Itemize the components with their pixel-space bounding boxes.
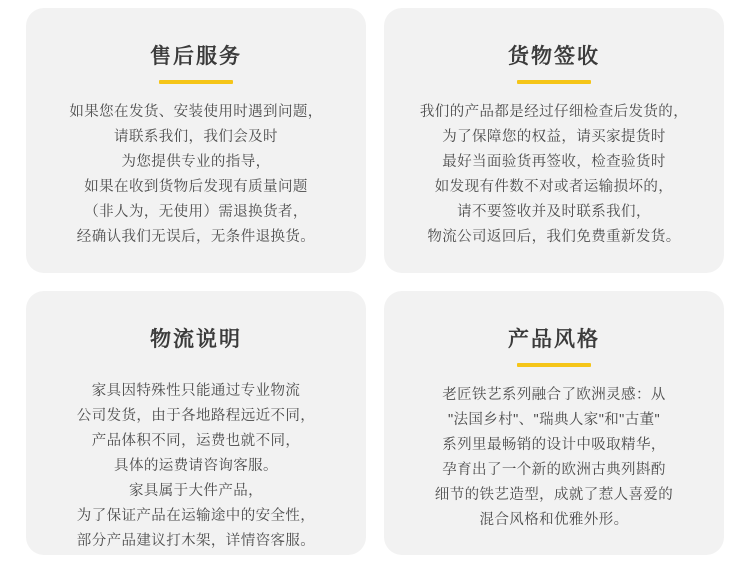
card-title: 货物签收 — [508, 45, 600, 68]
card-line: 如果您在发货、安装使用时遇到问题， — [69, 104, 323, 120]
card-line: 为了保障您的权益，请买家提货时 — [442, 129, 666, 145]
card-line: 最好当面验货再签收，检查验货时 — [442, 154, 666, 170]
card-line: 如果在收到货物后发现有质量问题 — [84, 179, 308, 195]
card-line: 老匠铁艺系列融合了欧洲灵感：从 — [442, 386, 666, 403]
card-line: 家具属于大件产品， — [128, 482, 264, 499]
card-line: 系列里最畅销的设计中吸取精华， — [442, 436, 666, 453]
card-line: 经确认我们无误后，无条件退换货。 — [76, 229, 316, 245]
card-line: 部分产品建议打木架，详情咨客服。 — [76, 532, 316, 549]
title-underline-decoration — [517, 80, 591, 84]
card-title: 物流说明 — [150, 327, 242, 351]
card-line: "法国乡村"、"瑞典人家"和"古董" — [447, 411, 661, 428]
card-line: 具体的运费请咨询客服。 — [114, 457, 278, 474]
card-logistics-info — [26, 291, 366, 556]
card-after-sales-service — [26, 8, 366, 273]
card-line: 如发现有件数不对或者运输损坏的， — [434, 179, 674, 195]
card-line: 产品体积不同，运费也就不同， — [91, 432, 301, 449]
card-line: 混合风格和优雅外形。 — [479, 511, 629, 528]
card-line: 请不要签收并及时联系我们， — [457, 204, 651, 220]
card-line: 为了保证产品在运输途中的安全性， — [76, 507, 316, 524]
card-goods-receipt — [384, 8, 724, 273]
card-line: （非人为，无使用）需退换货者， — [84, 204, 308, 220]
card-line: 我们的产品都是经过仔细检查后发货的， — [419, 104, 689, 120]
card-line: 为您提供专业的指导， — [121, 154, 271, 170]
card-product-style — [384, 291, 724, 556]
card-body — [435, 383, 673, 533]
card-title: 售后服务 — [150, 45, 242, 68]
card-line: 孕育出了一个新的欧洲古典列斟酌 — [442, 461, 666, 478]
card-line: 公司发货，由于各地路程远近不同， — [76, 407, 316, 424]
title-underline-decoration — [159, 80, 233, 84]
card-body — [77, 379, 315, 554]
card-title: 产品风格 — [508, 327, 600, 351]
card-line: 物流公司返回后，我们免费重新发货。 — [427, 229, 681, 245]
card-body — [420, 100, 688, 250]
card-line: 家具因特殊性只能通过专业物流 — [91, 382, 301, 399]
card-body — [69, 100, 322, 250]
title-underline-decoration — [517, 363, 591, 367]
card-line: 细节的铁艺造型，成就了惹人喜爱的 — [434, 486, 674, 503]
card-line: 请联系我们，我们会及时 — [114, 129, 278, 145]
